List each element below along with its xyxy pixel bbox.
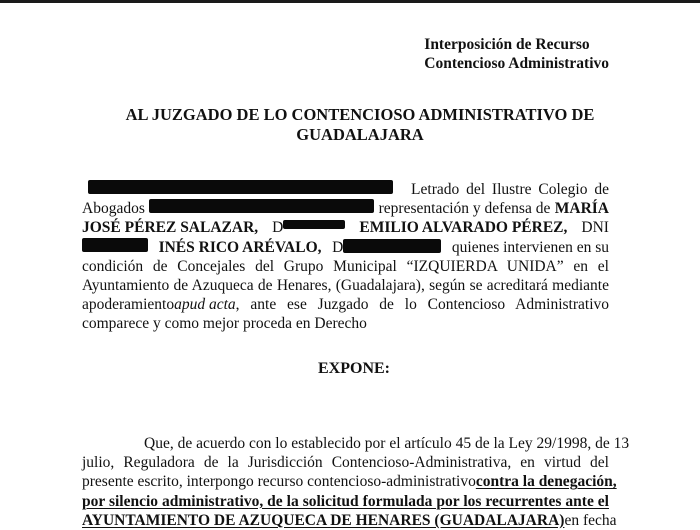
expone-paragraph <box>82 434 630 530</box>
addressee-line-2: GUADALAJARA <box>296 125 424 144</box>
intro-line-7: apoderamiento apud acta , ante ese Juzgado de lo Contencioso Administrativo <box>82 296 609 314</box>
expone-line-3: presente escrito, interpongo recurso contencioso-administrativo contra la denegación, <box>82 473 617 491</box>
intro-line-1: Letrado del Ilustre Colegio de <box>82 180 609 199</box>
addressee-title <box>80 105 640 145</box>
intro-line-8: comparece y como mejor proceda en Derecho <box>82 315 367 333</box>
section-title-expone: EXPONE: <box>318 360 390 377</box>
intro-paragraph <box>82 180 609 334</box>
expone-line-2: julio, Reguladora de la Jurisdicción Contencioso-Administrativa, en virtud del <box>82 454 609 472</box>
window-top-border <box>0 0 700 3</box>
intro-line-2: Abogados representación y defensa de MARÍA <box>82 200 609 218</box>
addressee-line-1: AL JUZGADO DE LO CONTENCIOSO ADMINISTRATIVO DE <box>125 105 595 124</box>
redacted-block <box>82 238 148 252</box>
redacted-block <box>88 180 393 194</box>
intro-line-6: Ayuntamiento de Azuqueca de Henares, (Guadalajara), según se acreditará mediante <box>82 276 609 294</box>
header-line-2: Contencioso Administrativo <box>424 55 609 72</box>
redacted-block <box>343 239 441 253</box>
header-line-1: Interposición de Recurso <box>424 36 590 53</box>
redacted-block <box>149 199 374 213</box>
document-header <box>424 35 609 73</box>
expone-line-1: Que, de acuerdo con lo establecido por el artículo 45 de la Ley 29/1998, de 13 <box>144 435 630 452</box>
intro-line-3: JOSÉ PÉREZ SALAZAR, D EMILIO ALVARADO PÉREZ, DNI <box>82 219 609 237</box>
expone-line-4: por silencio administrativo, de la solicitud formulada por los recurrentes ante el <box>82 492 609 510</box>
intro-line-5: condición de Concejales del Grupo Municipal “IZQUIERDA UNIDA” en el <box>82 257 609 275</box>
intro-line-4: INÉS RICO ARÉVALO, D quienes intervienen en su <box>82 238 609 257</box>
redacted-block <box>283 220 345 229</box>
expone-line-5: AYUNTAMIENTO DE AZUQUECA DE HENARES (GUADALAJARA) en fecha <box>82 511 617 529</box>
